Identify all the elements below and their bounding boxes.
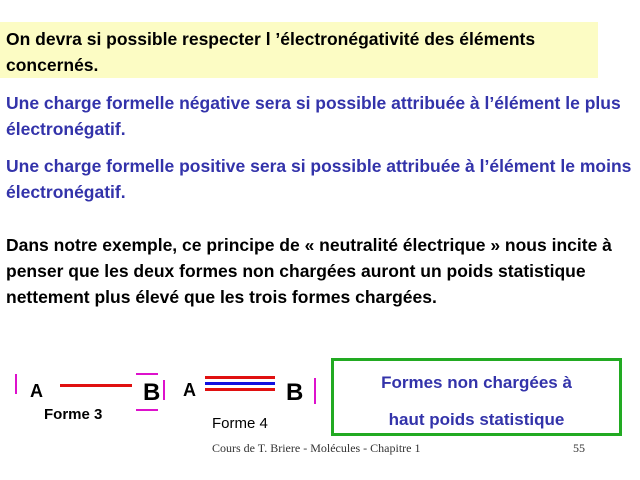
- summary-box: [331, 358, 622, 436]
- forme3-left-bracket: [15, 374, 17, 394]
- forme4-atom-a: A: [183, 380, 196, 400]
- forme4-bond-blue: [205, 382, 275, 385]
- rule-negative-charge: Une charge formelle négative sera si possible attribuée à l’élément le plus électronégatif.: [6, 93, 621, 139]
- summary-line-2: haut poids statistique: [388, 410, 565, 429]
- forme4-bond-red-top: [205, 376, 275, 379]
- footer-course: Cours de T. Briere - Molécules - Chapitre 1: [212, 441, 421, 455]
- forme3-bracket-bottom: [136, 409, 158, 411]
- intro-text: On devra si possible respecter l ’électronégativité des éléments concernés.: [6, 29, 536, 75]
- forme4-bond-red-bottom: [205, 388, 275, 391]
- forme3-bracket-top: [136, 373, 158, 375]
- summary-line-1: Formes non chargées à: [381, 373, 572, 392]
- forme3-bond-line: [60, 384, 132, 387]
- forme3-atom-a: A: [30, 381, 43, 401]
- forme3-caption: Forme 3: [44, 406, 103, 423]
- forme4-right-bracket: [314, 378, 316, 404]
- forme3-atom-b: B: [143, 379, 161, 406]
- footer-page-number: 55: [573, 441, 585, 455]
- forme4-caption: Forme 4: [212, 415, 268, 432]
- forme4-atom-b: B: [286, 379, 304, 406]
- forme3-right-bracket: [163, 380, 165, 400]
- example-paragraph: Dans notre exemple, ce principe de « neutralité électrique » nous incite à penser que les deux formes non chargées auront un poids statistique nettement plus élevé que les trois formes chargées.: [6, 235, 612, 307]
- rule-positive-charge: Une charge formelle positive sera si possible attribuée à l’élément le moins électronégatif.: [6, 156, 632, 202]
